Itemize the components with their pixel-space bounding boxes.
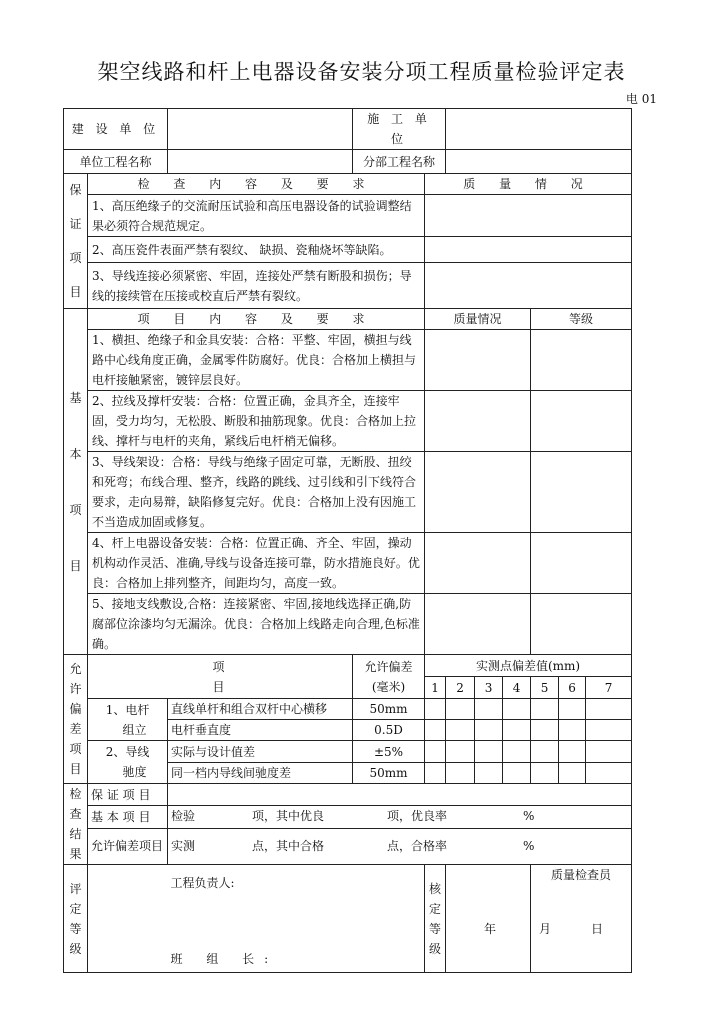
measure-cell[interactable] xyxy=(475,763,503,784)
tolerance-item-2: 电杆垂直度 xyxy=(168,720,353,741)
tolerance-item-3: 实际与设计值差 xyxy=(168,741,353,763)
measure-cell[interactable] xyxy=(531,763,559,784)
basic-text-excellent: 项，其中优良 xyxy=(252,809,325,824)
results-guarantee-field[interactable] xyxy=(168,784,632,806)
sub-project-label: 分部工程名称 xyxy=(353,150,446,174)
basic-row xyxy=(64,594,632,655)
guarantee-quality-1[interactable] xyxy=(425,195,632,237)
measure-cell[interactable] xyxy=(446,720,475,741)
measure-cell[interactable] xyxy=(531,741,559,763)
basic-grade-5[interactable] xyxy=(531,594,632,655)
measure-cell[interactable] xyxy=(446,741,475,763)
guarantee-quality-header: 质 量 情 况 xyxy=(425,174,632,195)
tolerance-value-4: 50mm xyxy=(353,763,425,784)
tolerance-text-percent: % xyxy=(523,838,535,853)
basic-quality-2[interactable] xyxy=(425,391,531,452)
measure-cell[interactable] xyxy=(559,763,586,784)
measure-cell[interactable] xyxy=(425,720,446,741)
basic-requirements-header: 项 目 内 容 及 要 求 xyxy=(88,309,425,330)
rating-side-label: 评 定 等 级 xyxy=(64,865,88,973)
build-unit-label: 建 设 单 位 xyxy=(64,109,168,150)
tolerance-measured-header: 实测点偏差值(mm) xyxy=(425,655,632,677)
tolerance-text-rate: 点，合格率 xyxy=(387,838,448,853)
measure-cell[interactable] xyxy=(475,699,503,720)
rating-signature-area[interactable] xyxy=(168,865,425,973)
team-leader-label: 班 组 长: xyxy=(170,952,279,966)
basic-grade-2[interactable] xyxy=(531,391,632,452)
basic-row xyxy=(64,330,632,391)
header-row-1 xyxy=(64,109,632,150)
tolerance-item-4: 同一档内导线间驰度差 xyxy=(168,763,353,784)
measure-cell[interactable] xyxy=(586,763,632,784)
construct-unit-field[interactable] xyxy=(446,109,632,150)
guarantee-quality-3[interactable] xyxy=(425,263,632,309)
basic-quality-5[interactable] xyxy=(425,594,531,655)
basic-grade-header: 等级 xyxy=(531,309,632,330)
tolerance-text-pass: 点，其中合格 xyxy=(252,838,325,853)
guarantee-row xyxy=(64,195,632,237)
tolerance-row xyxy=(64,699,632,720)
measure-cell[interactable] xyxy=(503,763,531,784)
construct-unit-label: 施 工 单 位 xyxy=(353,109,446,150)
tolerance-value-2: 0.5D xyxy=(353,720,425,741)
basic-row xyxy=(64,391,632,452)
basic-quality-4[interactable] xyxy=(425,533,531,594)
measure-cell[interactable] xyxy=(425,699,446,720)
results-tolerance-label: 允许偏差项目 xyxy=(88,828,168,864)
manager-label: 工程负责人: xyxy=(170,876,235,890)
basic-header-row xyxy=(64,309,632,330)
point-header-4: 4 xyxy=(503,677,531,699)
build-unit-field[interactable] xyxy=(168,109,353,150)
results-row-guarantee xyxy=(64,784,632,806)
measure-cell[interactable] xyxy=(503,720,531,741)
basic-quality-1[interactable] xyxy=(425,330,531,391)
basic-grade-4[interactable] xyxy=(531,533,632,594)
guarantee-quality-2[interactable] xyxy=(425,237,632,263)
measure-cell[interactable] xyxy=(425,763,446,784)
unit-project-label: 单位工程名称 xyxy=(64,150,168,174)
measure-cell[interactable] xyxy=(531,699,559,720)
results-row-basic xyxy=(64,806,632,828)
tolerance-header-row-1 xyxy=(64,655,632,677)
measure-cell[interactable] xyxy=(586,720,632,741)
rating-blank xyxy=(88,865,168,973)
basic-text-percent: % xyxy=(523,809,535,824)
results-guarantee-label: 保 证 项 目 xyxy=(88,784,168,806)
point-header-1: 1 xyxy=(425,677,446,699)
basic-text-check: 检验 xyxy=(171,809,196,824)
tolerance-side-label: 允 许 偏 差 项 目 xyxy=(64,655,88,784)
point-header-2: 2 xyxy=(446,677,475,699)
guarantee-item-1: 1、高压绝缘子的交流耐压试验和高压电器设备的试验调整结果必须符合规范规定。 xyxy=(88,195,425,237)
guarantee-header-row xyxy=(64,174,632,195)
basic-quality-3[interactable] xyxy=(425,452,531,533)
page-title: 架空线路和杆上电器设备安装分项工程质量检验评定表 xyxy=(97,60,626,84)
measure-cell[interactable] xyxy=(503,699,531,720)
results-side-label: 检 查 结 果 xyxy=(64,784,88,865)
date-year: 年 xyxy=(484,922,497,936)
basic-text-rate: 项，优良率 xyxy=(387,809,448,824)
measure-cell[interactable] xyxy=(446,763,475,784)
measure-cell[interactable] xyxy=(475,720,503,741)
unit-project-field[interactable] xyxy=(168,150,353,174)
tolerance-allowed-header: 允许偏差 (毫米) xyxy=(353,655,425,699)
rating-row xyxy=(64,865,632,973)
tolerance-text-measure: 实测 xyxy=(171,838,196,853)
guarantee-item-3: 3、导线连接必须紧密、牢固，连接处严禁有断股和损伤；导线的接续管在压接或校直后严禁有裂纹。 xyxy=(88,263,425,309)
basic-item-1: 1、横担、绝缘子和金具安装：合格：平整、牢固，横担与线路中心线角度正确，金属零件防腐好。优良：合格加上横担与电杆接触紧密，镀锌层良好。 xyxy=(88,330,425,391)
measure-cell[interactable] xyxy=(586,699,632,720)
basic-grade-3[interactable] xyxy=(531,452,632,533)
inspector-label: 质量检查员 xyxy=(551,868,612,882)
basic-grade-1[interactable] xyxy=(531,330,632,391)
measure-cell[interactable] xyxy=(559,699,586,720)
tolerance-value-3: ±5% xyxy=(353,741,425,763)
measure-cell[interactable] xyxy=(559,720,586,741)
basic-quality-header: 质量情况 xyxy=(425,309,531,330)
measure-cell[interactable] xyxy=(425,741,446,763)
measure-cell[interactable] xyxy=(446,699,475,720)
header-row-2 xyxy=(64,150,632,174)
point-header-7: 7 xyxy=(586,677,632,699)
tolerance-group-1: 1、电杆 组立 xyxy=(88,699,168,741)
guarantee-side-label: 保 证 项 目 xyxy=(64,174,88,309)
verify-side-label: 核 定 等 级 xyxy=(425,865,446,973)
sub-project-field[interactable] xyxy=(446,150,632,174)
date-day: 日 xyxy=(591,922,604,936)
tolerance-item-header: 项 目 xyxy=(88,655,353,699)
measure-cell[interactable] xyxy=(586,741,632,763)
guarantee-row xyxy=(64,263,632,309)
results-basic-field[interactable] xyxy=(168,806,632,828)
guarantee-row xyxy=(64,237,632,263)
results-tolerance-field[interactable] xyxy=(168,828,632,864)
basic-side-label: 基 本 项 目 xyxy=(64,309,88,655)
results-row-tolerance xyxy=(64,828,632,864)
basic-row xyxy=(64,452,632,533)
point-header-3: 3 xyxy=(475,677,503,699)
point-header-5: 5 xyxy=(531,677,559,699)
basic-item-5: 5、接地支线敷设,合格：连接紧密、牢固,接地线选择正确,防腐部位涂漆均匀无漏涂。优良：合格加上线路走向合理,色标准确。 xyxy=(88,594,425,655)
inspection-form xyxy=(63,108,632,973)
results-basic-label: 基 本 项 目 xyxy=(88,806,168,828)
inspector-cell[interactable] xyxy=(531,865,632,973)
guarantee-item-2: 2、高压瓷件表面严禁有裂纹、 缺损、瓷釉烧坏等缺陷。 xyxy=(88,237,425,263)
measure-cell[interactable] xyxy=(559,741,586,763)
date-month: 月 xyxy=(539,922,552,936)
tolerance-row xyxy=(64,741,632,763)
basic-row xyxy=(64,533,632,594)
measure-cell[interactable] xyxy=(531,720,559,741)
verify-field[interactable] xyxy=(446,865,531,973)
tolerance-group-2: 2、导线 驰度 xyxy=(88,741,168,784)
basic-item-4: 4、杆上电器设备安装：合格：位置正确、齐全、牢固，操动机构动作灵活、准确,导线与设备连接可靠，防水措施良好。优良：合格加上排列整齐，间距均匀，高度一致。 xyxy=(88,533,425,594)
guarantee-requirements-header: 检 查 内 容 及 要 求 xyxy=(88,174,425,195)
basic-item-3: 3、导线架设：合格：导线与绝缘子固定可靠，无断股、扭绞和死弯；布线合理、整齐，线路的跳线、过引线和引下线符合要求，走向易辩，缺陷修复完好。优良：合格加上没有因施工不当造成加固或修复。 xyxy=(88,452,425,533)
point-header-6: 6 xyxy=(559,677,586,699)
form-code: 电 01 xyxy=(625,92,657,106)
tolerance-item-1: 直线单杆和组合双杆中心横移 xyxy=(168,699,353,720)
measure-cell[interactable] xyxy=(503,741,531,763)
measure-cell[interactable] xyxy=(475,741,503,763)
tolerance-value-1: 50mm xyxy=(353,699,425,720)
basic-item-2: 2、拉线及撑杆安装：合格：位置正确，金具齐全，连接牢固，受力均匀，无松股、断股和抽筋现象。优良：合格加上拉线、撑杆与电杆的夹角，紧线后电杆梢无偏移。 xyxy=(88,391,425,452)
